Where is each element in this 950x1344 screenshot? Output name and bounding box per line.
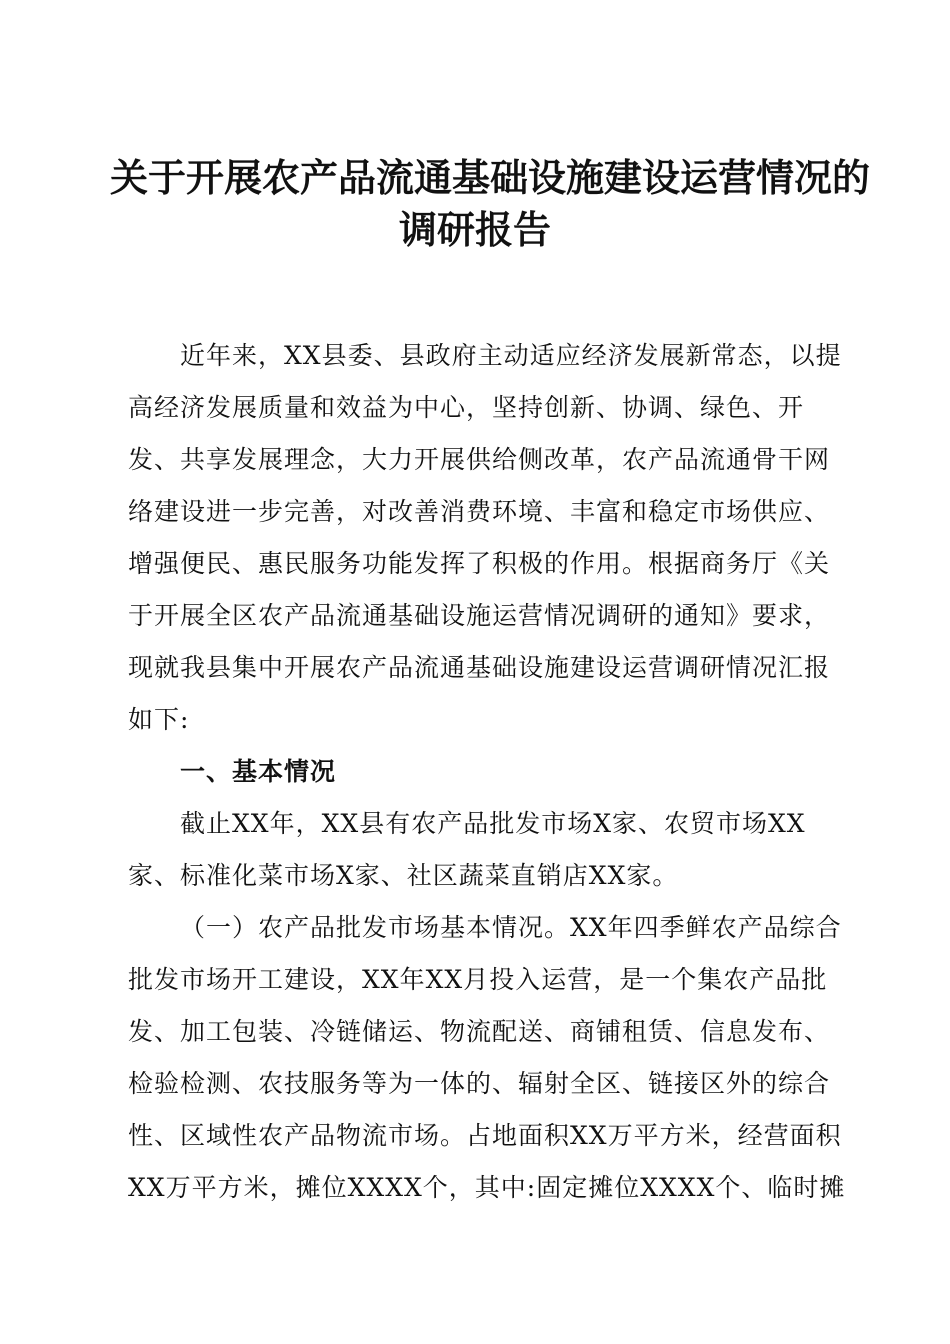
paragraph-line: 于开展全区农产品流通基础设施运营情况调研的通知》要求， bbox=[128, 601, 831, 630]
paragraph-intro bbox=[128, 330, 842, 746]
paragraph-market-counts bbox=[128, 798, 828, 902]
document-body bbox=[128, 330, 846, 1214]
paragraph-line: 发、共享发展理念，大力开展供给侧改革，农产品流通骨干网 bbox=[128, 445, 831, 474]
paragraph-line: 现就我县集中开展农产品流通基础设施建设运营调研情况汇报 bbox=[128, 653, 831, 682]
paragraph-line: 络建设进一步完善，对改善消费环境、丰富和稳定市场供应、 bbox=[128, 497, 831, 526]
paragraph-line: 近年来，XX县委、县政府主动适应经济发展新常态，以提 bbox=[180, 341, 842, 370]
paragraph-wholesale-market bbox=[128, 902, 846, 1214]
document-title-line-2: 调研报告 bbox=[398, 207, 551, 252]
section-heading-basic-situation: 一、基本情况 bbox=[180, 757, 337, 786]
paragraph-line: 截止XX年，XX县有农产品批发市场X家、农贸市场XX bbox=[180, 809, 806, 838]
paragraph-line: 发、加工包装、冷链储运、物流配送、商铺租赁、信息发布、 bbox=[128, 1017, 831, 1046]
paragraph-line: 高经济发展质量和效益为中心，坚持创新、协调、绿色、开 bbox=[128, 393, 805, 422]
document-title-line-1: 关于开展农产品流通基础设施建设运营情况的 bbox=[110, 155, 871, 200]
paragraph-line: 如下: bbox=[128, 705, 190, 734]
paragraph-line: 检验检测、农技服务等为一体的、辐射全区、链接区外的综合 bbox=[128, 1069, 831, 1098]
paragraph-line: 批发市场开工建设，XX年XX月投入运营，是一个集农产品批 bbox=[128, 965, 828, 994]
paragraph-line: 家、标准化菜市场X家、社区蔬菜直销店XX家。 bbox=[128, 861, 679, 890]
paragraph-line: （一）农产品批发市场基本情况。XX年四季鲜农产品综合 bbox=[180, 913, 842, 942]
paragraph-line: 性、区域性农产品物流市场。占地面积XX万平方米，经营面积 bbox=[128, 1121, 842, 1150]
paragraph-line: XX万平方米，摊位XXXX个，其中:固定摊位XXXX个、临时摊 bbox=[128, 1173, 846, 1202]
paragraph-line: 增强便民、惠民服务功能发挥了积极的作用。根据商务厅《关 bbox=[128, 549, 831, 578]
